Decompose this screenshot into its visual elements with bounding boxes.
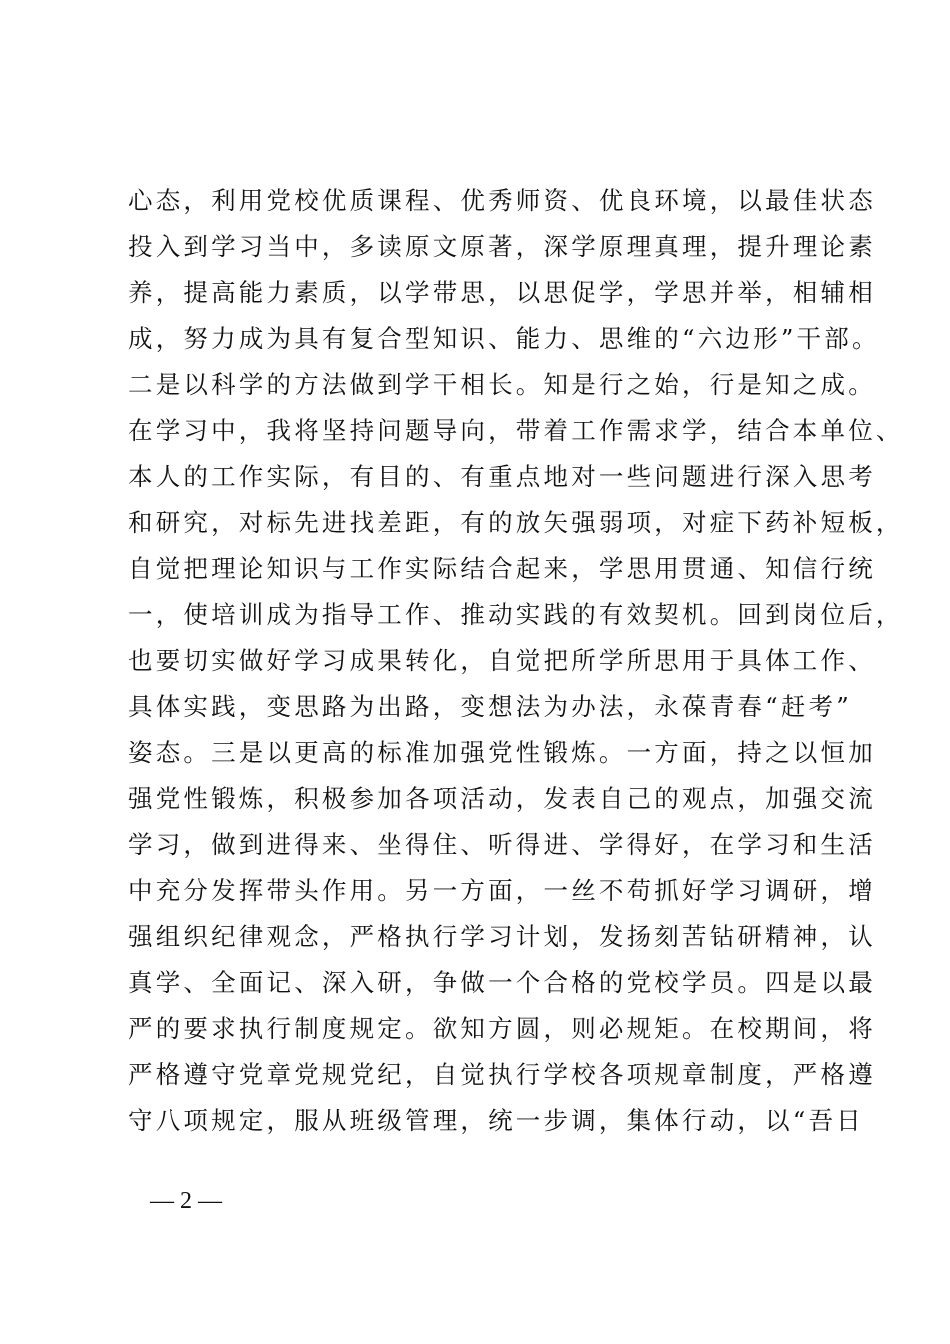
text-line: 投入到学习当中，多读原文原著，深学原理真理，提升理论素 xyxy=(128,232,876,261)
text-line: 学习，做到进得来、坐得住、听得进、学得好，在学习和生活 xyxy=(128,830,876,859)
text-line: 守八项规定，服从班级管理，统一步调，集体行动，以“吾日 xyxy=(128,1106,864,1135)
text-line: 中充分发挥带头作用。另一方面，一丝不苟抓好学习调研，增 xyxy=(128,876,876,905)
text-line: 真学、全面记、深入研，争做一个合格的党校学员。四是以最 xyxy=(128,968,876,997)
page-number: — 2 — xyxy=(150,1188,222,1214)
body-text xyxy=(128,178,904,1144)
text-line: 强组织纪律观念，严格执行学习计划，发扬刻苦钻研精神，认 xyxy=(128,922,876,951)
text-line: 二是以科学的方法做到学干相长。知是行之始，行是知之成。 xyxy=(128,370,876,399)
text-line: 具体实践，变思路为出路，变想法为办法，永葆青春“赶考” xyxy=(128,692,852,721)
text-line: 强党性锻炼，积极参加各项活动，发表自己的观点，加强交流 xyxy=(128,784,876,813)
text-line: 也要切实做好学习成果转化，自觉把所学所思用于具体工作、 xyxy=(128,646,876,675)
text-line: 在学习中，我将坚持问题导向，带着工作需求学，结合本单位、 xyxy=(128,416,904,445)
text-line: 一，使培训成为指导工作、推动实践的有效契机。回到岗位后， xyxy=(128,600,904,629)
text-line: 严格遵守党章党规党纪，自觉执行学校各项规章制度，严格遵 xyxy=(128,1060,876,1089)
text-line: 姿态。三是以更高的标准加强党性锻炼。一方面，持之以恒加 xyxy=(128,738,876,767)
text-line: 本人的工作实际，有目的、有重点地对一些问题进行深入思考 xyxy=(128,462,876,491)
text-line: 养，提高能力素质，以学带思，以思促学，学思并举，相辅相 xyxy=(128,278,876,307)
text-line: 自觉把理论知识与工作实际结合起来，学思用贯通、知信行统 xyxy=(128,554,876,583)
text-line: 成，努力成为具有复合型知识、能力、思维的“六边形”干部。 xyxy=(128,324,880,353)
text-line: 严的要求执行制度规定。欲知方圆，则必规矩。在校期间，将 xyxy=(128,1014,876,1043)
text-line: 和研究，对标先进找差距，有的放矢强弱项，对症下药补短板， xyxy=(128,508,904,537)
text-line: 心态，利用党校优质课程、优秀师资、优良环境，以最佳状态 xyxy=(128,186,876,215)
